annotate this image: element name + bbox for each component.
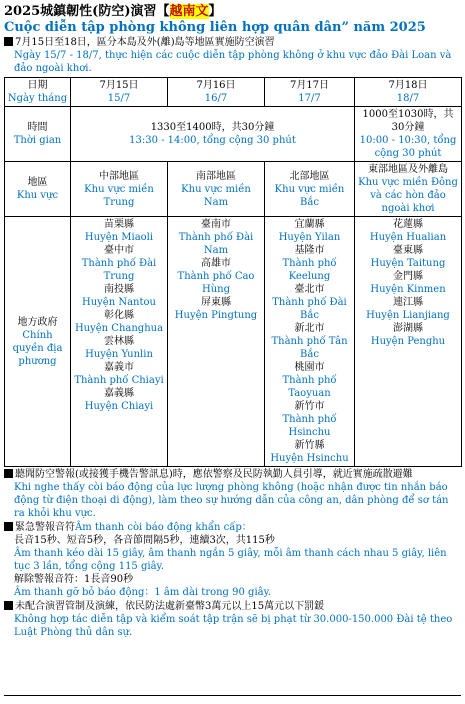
region-cell: 南部地區 Khu vực miền Nam (168, 162, 265, 217)
gov-cell: 宜蘭縣 Huyện Yilan 基隆市 Thành phố Keelung 臺北市 Thành phố Đài Bắc 新北市 Thành phố Tân Bắc 桃園市 Thành phố Taoyuan 新竹市 Thành phố Hsinchu 新竹縣 Huyện Hsinchu (265, 217, 355, 467)
title-zh-text: 2025城鎮韌性(防空)演習 (4, 4, 157, 19)
note-2-l2-zh: 解除警報音符：1長音90秒 (14, 574, 134, 585)
date-cell: 7月16日 16/7 (168, 78, 265, 107)
gov-row (5, 217, 462, 467)
note-2-l1-vi: Âm thanh kéo dài 15 giây, âm thanh ngắn 5 giây, mỗi âm thanh cách nhau 5 giây, liên tục 3 lần, tổng cộng 115 giây. (14, 548, 447, 572)
title-vietnamese: Cuộc diễn tập phòng không liên hợp quân dân” năm 2025 (4, 20, 426, 35)
date-cell: 7月17日 17/7 (265, 78, 355, 107)
region-cell: 北部地區 Khu vực miền Bắc (265, 162, 355, 217)
date-label-cell: 日期 Ngày tháng (5, 78, 71, 107)
time-row (5, 107, 462, 162)
note-3 (4, 600, 461, 639)
note-2-head-vi: Âm thanh còi báo động khẩn cấp： (75, 522, 252, 533)
square-bullet-icon (4, 469, 13, 478)
title-bracket-close: 】 (208, 4, 222, 19)
note-2 (4, 521, 461, 599)
note-1 (4, 468, 461, 520)
region-row (5, 162, 462, 217)
intro-vi: Ngày 15/7 - 18/7, thực hiện các cuộc diễn tập phòng không ở khu vực đảo Đài Loan và đảo ngoài khơi. (14, 50, 452, 74)
title-bracket-open: 【 (156, 4, 170, 19)
gov-cell: 花蓮縣 Huyện Hualian 臺東縣 Huyện Taitung 金門縣 Huyện Kinmen 連江縣 Huyện Lianjiang 澎湖縣 Huyện Penghu (355, 217, 462, 467)
gov-cell: 臺南市 Thành phố Đài Nam 高雄市 Thành phố Cao Hùng 屏東縣 Huyện Pingtung (168, 217, 265, 467)
square-bullet-icon (4, 522, 13, 531)
region-label-cell: 地區 Khu vực (5, 162, 71, 217)
note-2-l1-zh: 長音15秒、短音5秒，各音節間隔5秒，連續3次，共115秒 (14, 535, 275, 546)
time-last-cell: 1000至1030時，共30分鐘 10:00 - 10:30, tổng cộng 30 phút (355, 107, 462, 162)
note-1-vi: Khi nghe thấy còi báo động của lực lượng phòng không (hoặc nhận được tin nhắn báo động từ điện thoại di động), làm theo sự hướng dẫn của công an, dân phòng để sơ tán ra khỏi khu vực. (14, 482, 449, 519)
title-chinese (4, 4, 461, 20)
date-row (5, 78, 462, 107)
page-bottom-border (4, 695, 461, 696)
region-cell: 東部地區及外離島 Khu vực miền Đông và các hòn đảo ngoài khơi (355, 162, 462, 217)
intro-zh: 7月15日至18日，區分本島及外(離)島等地區實施防空演習 (4, 36, 461, 49)
region-cell: 中部地區 Khu vực miền Trung (71, 162, 168, 217)
note-2-l2-vi: Âm thanh gỡ bỏ báo động：1 âm dài trong 90 giây. (14, 587, 272, 598)
time-label-cell: 時間 Thời gian (5, 107, 71, 162)
note-1-zh: 聽聞防空警報(或接獲手機告警訊息)時，應依警察及民防執勤人員引導，就近實施疏散避難 (15, 469, 413, 480)
gov-label-cell: 地方政府 Chính quyền địa phương (5, 217, 71, 467)
note-2-head-zh: 緊急警報音符 (15, 522, 75, 533)
bulletin-page (4, 4, 461, 696)
note-3-zh: 未配合演習管制及演練，依民防法處新臺幣3萬元以上15萬元以下罰鍰 (15, 601, 325, 612)
language-highlight: 越南文 (169, 4, 209, 19)
gov-cell: 苗栗縣 Huyện Miaoli 臺中市 Thành phố Đài Trung 南投縣 Huyện Nantou 彰化縣 Huyện Changhua 雲林縣 Huyện Yunlin 嘉義市 Thành phố Chiayi 嘉義縣 Huyện Chiayi (71, 217, 168, 467)
time-main-cell: 1330至1400時，共30分鐘 13:30 - 14:00, tổng cộng 30 phút (71, 107, 355, 162)
schedule-table (4, 77, 462, 467)
square-bullet-icon (4, 37, 13, 46)
date-cell: 7月15日 15/7 (71, 78, 168, 107)
date-cell: 7月18日 18/7 (355, 78, 462, 107)
square-bullet-icon (4, 601, 13, 610)
note-3-vi: Không hợp tác diễn tập và kiểm soát tập trận sẽ bị phạt từ 30.000-150.000 Đài tệ theo Luật Phòng thủ dân sự. (14, 614, 453, 638)
